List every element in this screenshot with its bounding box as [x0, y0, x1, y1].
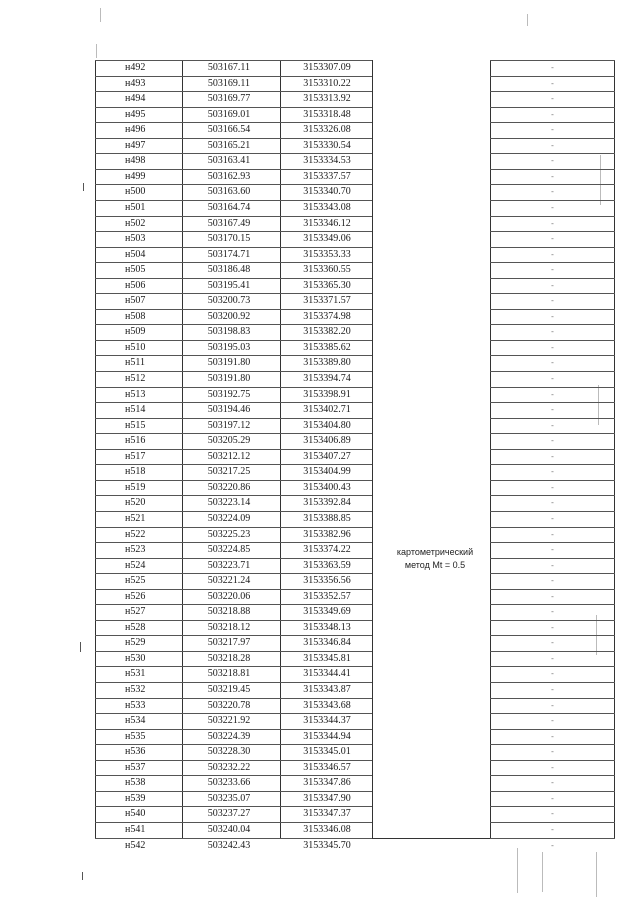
table-row — [95, 200, 615, 215]
coord-x: 503218.88 — [207, 606, 251, 618]
point-id: н508 — [125, 310, 146, 322]
row-mark: - — [551, 234, 554, 244]
point-id: н517 — [125, 450, 146, 462]
coord-x: 503242.43 — [207, 839, 251, 851]
row-mark: - — [551, 249, 554, 259]
coord-y: 3153346.57 — [303, 761, 351, 773]
coord-x: 503169.77 — [207, 93, 251, 105]
coord-x: 503194.46 — [207, 404, 251, 416]
coord-x: 503186.48 — [207, 264, 251, 276]
table-row — [95, 791, 615, 806]
scan-mark — [527, 14, 528, 26]
coord-y: 3153356.56 — [303, 575, 351, 587]
point-id: н511 — [125, 357, 145, 369]
table-row — [95, 293, 615, 308]
point-id: н530 — [125, 652, 146, 664]
point-id: н520 — [125, 497, 146, 509]
point-id: н539 — [125, 792, 146, 804]
method-note-line2: метод Mt = 0.5 — [404, 560, 466, 570]
coord-y: 3153348.13 — [303, 621, 351, 633]
coord-x: 503167.11 — [207, 62, 251, 73]
scan-mark — [517, 848, 518, 893]
table-row — [95, 402, 615, 417]
table-row — [95, 511, 615, 526]
table-row — [95, 682, 615, 697]
coord-y: 3153352.57 — [303, 590, 351, 602]
coord-x: 503218.12 — [207, 621, 251, 633]
coord-y: 3153371.57 — [303, 295, 351, 307]
coord-y: 3153349.06 — [303, 233, 351, 245]
row-mark: - — [551, 171, 554, 181]
coord-x: 503163.41 — [207, 155, 251, 167]
point-id: н498 — [125, 155, 146, 167]
table-row — [95, 558, 615, 573]
coord-x: 503166.54 — [207, 124, 251, 136]
row-mark: - — [551, 311, 554, 321]
point-id: н513 — [125, 388, 146, 400]
row-mark: - — [551, 840, 554, 850]
coord-x: 503221.24 — [207, 575, 251, 587]
row-mark: - — [551, 545, 554, 555]
point-id: н492 — [125, 62, 146, 73]
coord-y: 3153407.27 — [303, 450, 351, 462]
table-row — [95, 433, 615, 448]
table-row — [95, 480, 615, 495]
row-mark: - — [551, 716, 554, 726]
point-id: н523 — [125, 544, 146, 556]
coord-x: 503217.25 — [207, 466, 251, 478]
row-mark: - — [551, 218, 554, 228]
point-id: н518 — [125, 466, 146, 478]
table-row — [95, 340, 615, 355]
point-id: н519 — [125, 481, 146, 493]
point-id: н540 — [125, 808, 146, 820]
scan-mark — [83, 183, 84, 191]
coord-y: 3153313.92 — [303, 93, 351, 105]
coord-x: 503212.12 — [207, 450, 251, 462]
scan-mark — [80, 642, 81, 652]
coord-x: 503221.92 — [207, 715, 251, 727]
point-id: н533 — [125, 699, 146, 711]
coord-y: 3153347.90 — [303, 792, 351, 804]
table-row — [95, 387, 615, 402]
coord-x: 503191.80 — [207, 373, 251, 384]
coord-y: 3153343.87 — [303, 684, 351, 695]
table-row — [95, 262, 615, 277]
coord-x: 503205.29 — [207, 435, 251, 447]
coord-x: 503237.27 — [207, 808, 251, 820]
point-id: н496 — [125, 124, 146, 136]
coord-x: 503170.15 — [207, 233, 251, 245]
table-row — [95, 138, 615, 153]
coord-y: 3153345.01 — [303, 746, 351, 758]
coord-x: 503220.78 — [207, 699, 251, 711]
row-mark: - — [551, 638, 554, 648]
row-mark: - — [551, 513, 554, 523]
point-id: н510 — [125, 341, 146, 353]
coord-x: 503217.97 — [207, 637, 251, 649]
row-mark: - — [551, 202, 554, 212]
row-mark: - — [551, 125, 554, 135]
coord-y: 3153382.20 — [303, 326, 351, 338]
coord-y: 3153307.09 — [303, 62, 351, 73]
coord-x: 503165.21 — [207, 139, 251, 151]
coord-x: 503192.75 — [207, 388, 251, 400]
row-mark: - — [551, 482, 554, 492]
coord-y: 3153365.30 — [303, 279, 351, 291]
point-id: н495 — [125, 108, 146, 120]
row-mark: - — [551, 389, 554, 399]
coord-y: 3153402.71 — [303, 404, 351, 416]
point-id: н534 — [125, 715, 146, 727]
coord-x: 503163.60 — [207, 186, 251, 198]
method-note — [375, 546, 495, 572]
point-id: н514 — [125, 404, 146, 416]
scan-mark — [96, 44, 97, 58]
method-note-line1: картометрический — [396, 547, 474, 557]
point-id: н516 — [125, 435, 146, 447]
point-id: н505 — [125, 264, 146, 276]
coord-y: 3153310.22 — [303, 77, 351, 89]
row-mark: - — [551, 622, 554, 632]
row-mark: - — [551, 451, 554, 461]
coord-x: 503195.41 — [207, 279, 251, 291]
coord-y: 3153349.69 — [303, 606, 351, 618]
point-id: н536 — [125, 746, 146, 758]
row-mark: - — [551, 94, 554, 104]
row-mark: - — [551, 78, 554, 88]
coord-y: 3153363.59 — [303, 559, 351, 571]
point-id: н494 — [125, 93, 146, 105]
table-row — [95, 542, 615, 557]
coord-y: 3153334.53 — [303, 155, 351, 167]
row-mark: - — [551, 731, 554, 741]
coord-y: 3153340.70 — [303, 186, 351, 198]
table-row — [95, 247, 615, 262]
coord-x: 503232.22 — [207, 761, 251, 773]
table-row — [95, 418, 615, 433]
row-mark: - — [551, 358, 554, 368]
point-id: н528 — [125, 621, 146, 633]
point-id: н532 — [125, 684, 146, 695]
row-mark: - — [551, 747, 554, 757]
table-row — [95, 231, 615, 246]
coord-x: 503162.93 — [207, 170, 251, 182]
coord-x: 503167.49 — [207, 217, 251, 229]
coord-y: 3153404.80 — [303, 419, 351, 431]
scan-mark — [82, 872, 83, 880]
row-mark: - — [551, 607, 554, 617]
point-id: н493 — [125, 77, 146, 89]
table-row — [95, 635, 615, 650]
coord-y: 3153404.99 — [303, 466, 351, 478]
point-id: н502 — [125, 217, 146, 229]
coord-y: 3153394.74 — [303, 373, 351, 384]
coord-y: 3153326.08 — [303, 124, 351, 136]
row-mark: - — [551, 669, 554, 679]
point-id: н525 — [125, 575, 146, 587]
coord-y: 3153400.43 — [303, 481, 351, 493]
row-mark: - — [551, 436, 554, 446]
row-mark: - — [551, 187, 554, 197]
coord-y: 3153318.48 — [303, 108, 351, 120]
coord-y: 3153347.86 — [303, 777, 351, 789]
coord-y: 3153382.96 — [303, 528, 351, 540]
point-id: н521 — [125, 512, 146, 524]
point-id: н527 — [125, 606, 146, 618]
point-id: н501 — [125, 201, 146, 213]
table-row — [95, 169, 615, 184]
table-row — [95, 604, 615, 619]
table-row — [95, 838, 615, 853]
coord-y: 3153406.89 — [303, 435, 351, 447]
row-mark: - — [551, 420, 554, 430]
coord-x: 503219.45 — [207, 684, 251, 695]
table-row — [95, 666, 615, 681]
row-mark: - — [551, 109, 554, 119]
coord-x: 503224.39 — [207, 730, 251, 742]
coord-y: 3153346.08 — [303, 823, 351, 835]
scan-mark — [542, 852, 543, 892]
table-row — [95, 527, 615, 542]
point-id: н538 — [125, 777, 146, 789]
coord-y: 3153398.91 — [303, 388, 351, 400]
row-mark: - — [551, 342, 554, 352]
table-row — [95, 91, 615, 106]
table-row — [95, 589, 615, 604]
row-mark: - — [551, 374, 554, 383]
point-id: н503 — [125, 233, 146, 245]
coord-y: 3153360.55 — [303, 264, 351, 276]
table-row — [95, 449, 615, 464]
coord-x: 503223.14 — [207, 497, 251, 509]
point-id: н526 — [125, 590, 146, 602]
table-row — [95, 729, 615, 744]
coord-x: 503223.71 — [207, 559, 251, 571]
table-row — [95, 153, 615, 168]
point-id: н529 — [125, 637, 146, 649]
coord-y: 3153344.94 — [303, 730, 351, 742]
row-mark: - — [551, 591, 554, 601]
row-mark: - — [551, 653, 554, 663]
point-id: н499 — [125, 170, 146, 182]
coord-y: 3153343.68 — [303, 699, 351, 711]
coord-y: 3153385.62 — [303, 341, 351, 353]
coord-x: 503191.80 — [207, 357, 251, 369]
coord-x: 503169.11 — [207, 77, 251, 89]
point-id: н524 — [125, 559, 146, 571]
coord-x: 503224.09 — [207, 512, 251, 524]
table-row — [95, 371, 615, 386]
coord-x: 503228.30 — [207, 746, 251, 758]
table-row — [95, 355, 615, 370]
coord-x: 503218.28 — [207, 652, 251, 664]
row-mark: - — [551, 63, 554, 72]
point-id: н515 — [125, 419, 146, 431]
coord-y: 3153345.81 — [303, 652, 351, 664]
coord-y: 3153346.84 — [303, 637, 351, 649]
coord-y: 3153345.70 — [303, 839, 351, 851]
table-row — [95, 744, 615, 759]
row-mark: - — [551, 498, 554, 508]
point-id: н507 — [125, 295, 146, 307]
table-row — [95, 278, 615, 293]
coord-x: 503200.73 — [207, 295, 251, 307]
row-mark: - — [551, 778, 554, 788]
coord-x: 503197.12 — [207, 419, 251, 431]
coord-y: 3153374.22 — [303, 544, 351, 556]
row-mark: - — [551, 576, 554, 586]
coord-y: 3153344.37 — [303, 715, 351, 727]
table-row — [95, 60, 615, 75]
row-mark: - — [551, 140, 554, 150]
coord-y: 3153388.85 — [303, 512, 351, 524]
row-mark: - — [551, 280, 554, 290]
coord-y: 3153347.37 — [303, 808, 351, 820]
row-mark: - — [551, 156, 554, 166]
coord-y: 3153392.84 — [303, 497, 351, 509]
row-mark: - — [551, 809, 554, 819]
table-row — [95, 620, 615, 635]
coord-y: 3153343.08 — [303, 201, 351, 213]
point-id: н535 — [125, 730, 146, 742]
coord-x: 503198.83 — [207, 326, 251, 338]
point-id: н531 — [125, 668, 146, 680]
table-row — [95, 76, 615, 91]
coord-x: 503174.71 — [207, 248, 251, 260]
table-row — [95, 698, 615, 713]
coord-x: 503220.86 — [207, 481, 251, 493]
table-row — [95, 651, 615, 666]
coord-x: 503240.04 — [207, 823, 251, 835]
point-id: н522 — [125, 528, 146, 540]
scan-mark — [100, 8, 101, 22]
table-row — [95, 107, 615, 122]
table-row — [95, 573, 615, 588]
table-row — [95, 309, 615, 324]
coord-y: 3153330.54 — [303, 139, 351, 151]
coord-y: 3153353.33 — [303, 248, 351, 260]
coord-x: 503225.23 — [207, 528, 251, 540]
coord-x: 503220.06 — [207, 590, 251, 602]
table-row — [95, 822, 615, 837]
row-mark: - — [551, 467, 554, 477]
point-id: н497 — [125, 139, 146, 151]
row-mark: - — [551, 296, 554, 306]
coord-x: 503169.01 — [207, 108, 251, 120]
row-mark: - — [551, 529, 554, 539]
table-row — [95, 464, 615, 479]
point-id: н542 — [125, 839, 146, 851]
point-id: н504 — [125, 248, 146, 260]
table-row — [95, 184, 615, 199]
coord-x: 503195.03 — [207, 341, 251, 353]
row-mark: - — [551, 327, 554, 337]
coord-x: 503218.81 — [207, 668, 251, 680]
point-id: н512 — [125, 373, 146, 384]
row-mark: - — [551, 700, 554, 710]
row-mark: - — [551, 824, 554, 834]
row-mark: - — [551, 793, 554, 803]
scan-mark — [596, 852, 597, 897]
coord-x: 503200.92 — [207, 310, 251, 322]
table-row — [95, 495, 615, 510]
row-mark: - — [551, 685, 554, 694]
point-id: н509 — [125, 326, 146, 338]
table-row — [95, 713, 615, 728]
point-id: н500 — [125, 186, 146, 198]
point-id: н541 — [125, 823, 146, 835]
coord-y: 3153337.57 — [303, 170, 351, 182]
coord-y: 3153389.80 — [303, 357, 351, 369]
row-mark: - — [551, 265, 554, 275]
point-id: н537 — [125, 761, 146, 773]
coord-y: 3153346.12 — [303, 217, 351, 229]
coord-x: 503235.07 — [207, 792, 251, 804]
table-row — [95, 324, 615, 339]
point-id: н506 — [125, 279, 146, 291]
row-mark: - — [551, 560, 554, 570]
coord-y: 3153344.41 — [303, 668, 351, 680]
coord-x: 503233.66 — [207, 777, 251, 789]
table-row — [95, 122, 615, 137]
coord-x: 503164.74 — [207, 201, 251, 213]
table-row — [95, 775, 615, 790]
table-row — [95, 216, 615, 231]
coord-x: 503224.85 — [207, 544, 251, 556]
row-mark: - — [551, 405, 554, 415]
coord-y: 3153374.98 — [303, 310, 351, 322]
table-row — [95, 760, 615, 775]
table-row — [95, 806, 615, 821]
row-mark: - — [551, 762, 554, 772]
